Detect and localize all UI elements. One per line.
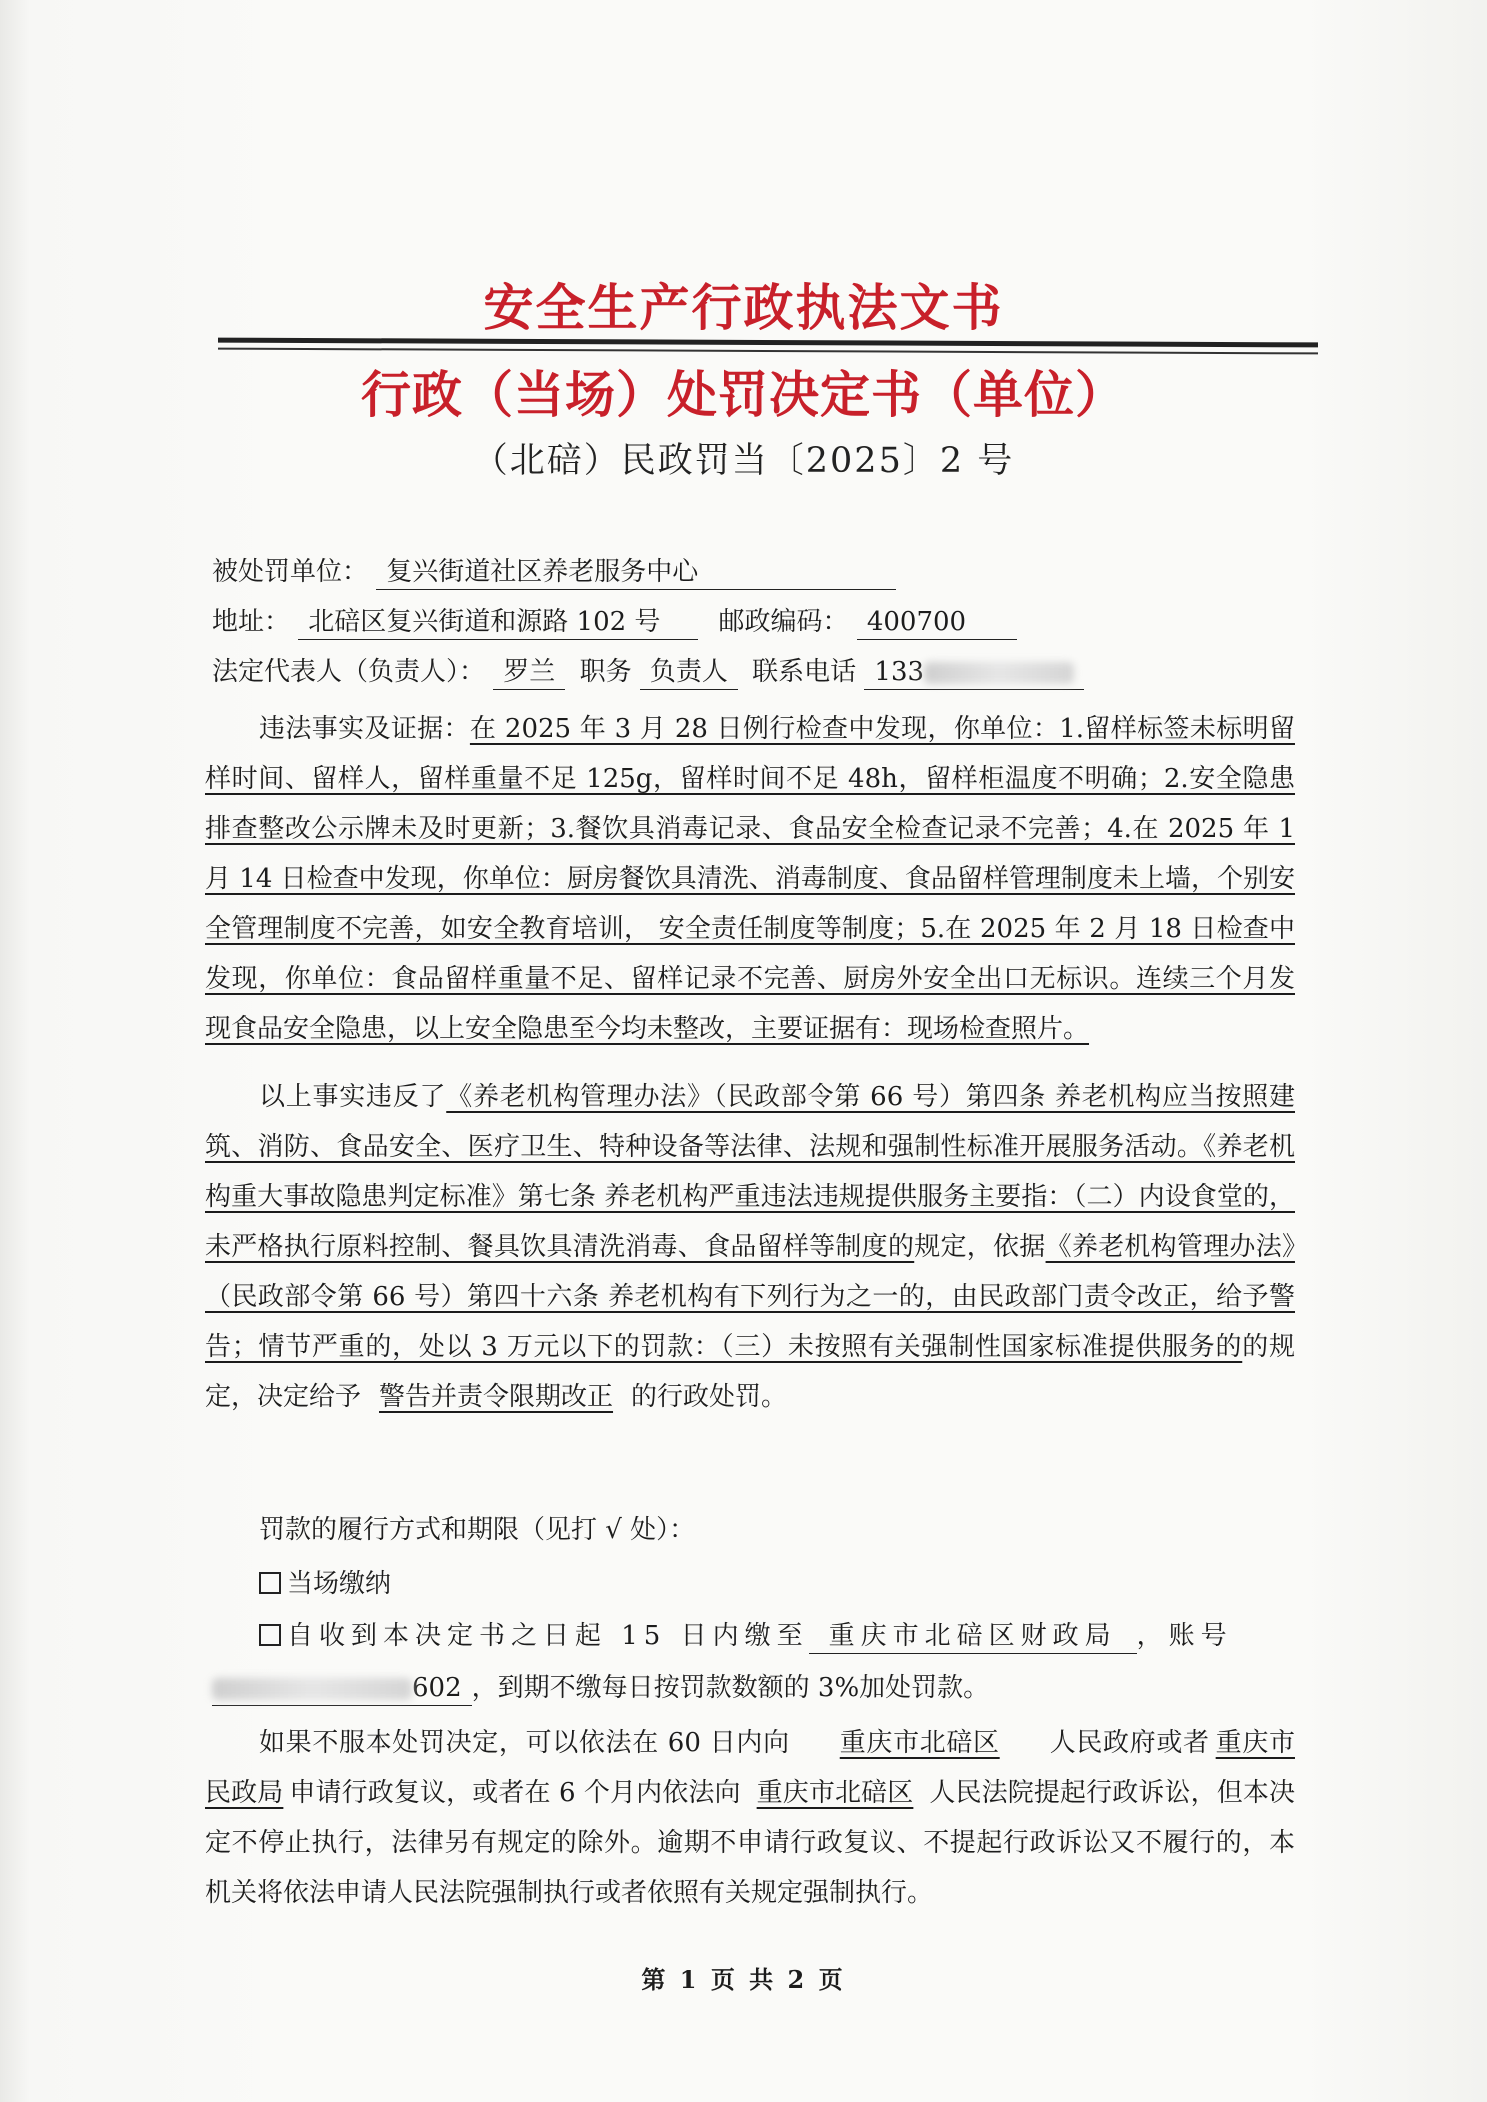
appeal-court: 重庆市北碚区	[756, 1778, 914, 1808]
payment-bureau: 重庆市北碚区财政局	[809, 1619, 1137, 1654]
appeal-review-text: 申请行政复议，或者在 6 个月内依法向	[289, 1778, 741, 1808]
decision-intro: 的规定，决定给予	[205, 1332, 1295, 1412]
document-title: 行政（当场）处罚决定书（单位）	[361, 365, 1126, 424]
facts-paragraph	[205, 704, 1295, 1054]
payment-heading: 罚款的履行方式和期限（见打 √ 处）：	[259, 1515, 696, 1545]
penalty-provision: 《养老机构管理办法》（民政部令第 66 号）第四十六条 养老机构有下列行为之一的，由民政部门责令改正，给予警告；情节严重的，处以 3 万元以下的罚款：（三）未按照有关强制性国家标准提供服务的	[205, 1232, 1295, 1362]
appeal-intro: 如果不服本处罚决定，可以依法在 60 日内向	[259, 1728, 790, 1758]
onsite-payment-checkbox	[259, 1572, 281, 1594]
phone-prefix: 133	[874, 657, 925, 687]
basis-intro: 以上事实违反了	[259, 1082, 447, 1112]
deadline-payment-checkbox	[259, 1624, 281, 1646]
redacted-account-digits	[212, 1678, 412, 1700]
violated-provision: 《养老机构管理办法》（民政部令第 66 号）第四条 养老机构应当按照建筑、消防、食品安全、医疗卫生、特种设备等法律、法规和强制性标准开展服务活动。《养老机构重大事故隐患判定标准》第七条 养老机构严重违法违规提供服务主要指：（二）内设食堂的，未严格执行原料控制、餐具饮具清洗消毒、食品留样等制度的	[205, 1082, 1295, 1262]
appeal-paragraph	[205, 1718, 1295, 1918]
account-label: ，账号	[1136, 1621, 1233, 1651]
address-label: 地址：	[212, 607, 291, 637]
phone-label: 联系电话	[752, 657, 857, 687]
legal-basis-paragraph	[205, 1072, 1295, 1422]
appeal-litigation-text: 人民法院提起行政诉讼，但本决定不停止执行，法律另有规定的除外。逾期不申请行政复议、不提起行政诉讼又不履行的，本机关将依法申请人民法院强制执行或者依照有关规定强制执行。	[205, 1778, 1295, 1908]
phone-value	[864, 655, 1084, 690]
payment-option-deadline	[259, 1612, 1299, 1660]
payment-option-onsite	[259, 1560, 1339, 1608]
representative-label: 法定代表人（负责人）：	[212, 657, 486, 687]
account-line	[212, 1664, 1292, 1712]
redacted-phone-digits	[924, 662, 1074, 684]
deadline-payment-text: 自收到本决定书之日起 15 日内缴至	[287, 1621, 809, 1651]
late-fee-text: ，到期不缴每日按罚款数额的 3%加处罚款。	[471, 1673, 990, 1703]
penalized-unit-line	[212, 548, 1292, 596]
appeal-or: 人民政府或者	[1049, 1728, 1210, 1758]
postal-code-value: 400700	[857, 605, 1017, 640]
position-label: 职务	[579, 657, 632, 687]
penalty-type: 警告并责令限期改正	[379, 1382, 614, 1412]
appeal-government: 重庆市北碚区	[839, 1728, 1000, 1758]
document-number: （北碚）民政罚当〔2025〕2 号	[472, 441, 1015, 481]
facts-label: 违法事实及证据：	[259, 714, 470, 744]
page-footer: 第 1 页 共 2 页	[641, 1965, 846, 1994]
representative-value: 罗兰	[493, 655, 565, 690]
penalized-unit-value: 复兴街道社区养老服务中心	[376, 555, 896, 590]
basis-connector: 规定，依据	[914, 1232, 1046, 1262]
onsite-payment-label: 当场缴纳	[287, 1569, 392, 1599]
address-line	[212, 598, 1292, 646]
account-number-tail: 602	[412, 1673, 462, 1703]
penalized-unit-label: 被处罚单位：	[212, 557, 369, 587]
postal-code-label: 邮政编码：	[718, 607, 849, 637]
position-value: 负责人	[640, 655, 738, 690]
header-rule-thin	[218, 348, 1318, 355]
document-type-heading: 安全生产行政执法文书	[483, 278, 1004, 337]
decision-end: 的行政处罚。	[631, 1382, 788, 1412]
representative-line	[212, 648, 1292, 696]
appeal-bureau: 重庆市民政局	[205, 1728, 1295, 1808]
account-number	[212, 1671, 472, 1706]
address-value: 北碚区复兴街道和源路 102 号	[298, 605, 698, 640]
facts-text: 在 2025 年 3 月 28 日例行检查中发现，你单位：1.留样标签未标明留样时间、留样人，留样重量不足 125g，留样时间不足 48h，留样柜温度不明确；2.安全隐患排查整改公示牌未及时更新；3.餐饮具消毒记录、食品安全检查记录不完善；4.在 2025 年 1 月 14 日检查中发现，你单位：厨房餐饮具清洗、消毒制度、食品留样管理制度未上墙，个别安全管理制度不完善，如安全教育培训， 安全责任制度等制度；5.在 2025 年 2 月 18 日检查中发现，你单位：食品留样重量不足、留样记录不完善、厨房外安全出口无标识。连续三个月发现食品安全隐患，以上安全隐患至今均未整改，主要证据有：现场检查照片。	[205, 714, 1295, 1044]
